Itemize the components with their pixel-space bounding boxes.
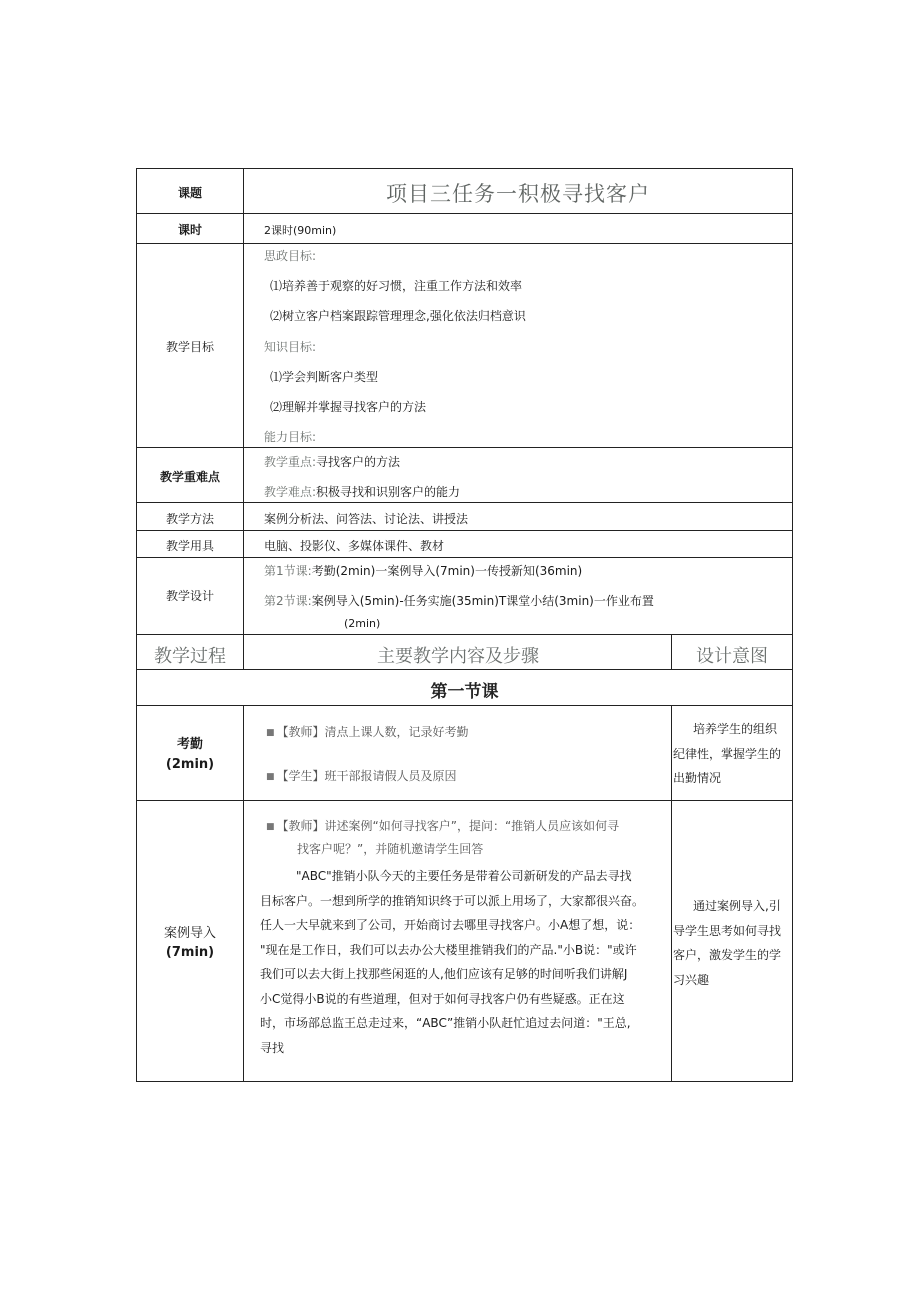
table-border-bottom: [136, 1081, 793, 1082]
hours-label: 课时: [177, 223, 202, 237]
lesson1-value: 考勤(2min)一案例导入(7min)一传授新知(36min): [311, 564, 583, 578]
bullet-square-icon: ■: [266, 772, 275, 782]
tools-value: 电脑、投影仪、多媒体课件、教材: [264, 539, 445, 553]
intent-line: 导学生思考如何寻找: [673, 923, 782, 938]
focus-label: 教学重点:: [264, 455, 317, 469]
row-divider: [136, 669, 793, 670]
attendance-student-step: ■ 【学生】班干部报请假人员及原因: [266, 769, 457, 783]
story-line: 小C觉得小B说的有些道理，但对于如何寻找客户仍有些疑惑。正在这: [260, 991, 625, 1006]
row-divider: [136, 502, 793, 503]
ability-title: 能力目标:: [264, 430, 317, 444]
table-border-top: [136, 168, 793, 169]
row-divider: [136, 447, 793, 448]
lesson2-row: [264, 592, 654, 609]
methods-value: 案例分析法、问答法、讨论法、讲授法: [264, 512, 469, 526]
attendance-label: 考勤: [176, 737, 203, 752]
difficulty-label: 教学难点:: [264, 485, 317, 499]
story-line: 我们可以去大街上找那些闲逛的人,他们应该有足够的时间听我们讲解J: [260, 967, 628, 981]
focus-row: [264, 453, 400, 470]
story-line: 任人一大早就来到了公司，开始商讨去哪里寻找客户。小A想了想，说：: [260, 918, 641, 932]
case-story: [260, 864, 674, 1060]
row-divider: [136, 243, 793, 244]
intent-line: 出勤情况: [673, 771, 722, 785]
intent-line: 习兴趣: [673, 972, 710, 987]
key-points-label: 教学重难点: [159, 470, 220, 484]
ideological-item-1: ⑴培养善于观察的好习惯，注重工作方法和效率: [270, 279, 523, 293]
case-intent: [673, 894, 793, 992]
bullet-square-icon: ■: [266, 822, 275, 832]
story-line: 寻找: [260, 1040, 285, 1055]
case-teacher-step-cont: 找客户呢？”，并随机邀请学生回答: [297, 842, 484, 856]
knowledge-item-1: ⑴学会判断客户类型: [270, 370, 379, 384]
intent-line: 通过案例导入,引: [693, 899, 781, 913]
difficulty-value: 积极寻找和识别客户的能力: [316, 485, 461, 499]
lesson1-row: [264, 562, 582, 579]
intent-line: 培养学生的组织: [693, 722, 778, 736]
ideological-item-2: ⑵树立客户档案跟踪管理理念,强化依法归档意识: [270, 309, 526, 323]
story-line: "现在是工作日，我们可以去办公大楼里推销我们的产品."小B说："或许: [260, 942, 637, 957]
bullet-square-icon: ■: [266, 728, 275, 738]
column-header-intent: 设计意图: [696, 646, 768, 667]
lesson2-continuation: (2min): [344, 617, 381, 630]
row-divider: [136, 213, 793, 214]
knowledge-item-2: ⑵理解并掌握寻找客户的方法: [270, 400, 427, 414]
objectives-label: 教学目标: [165, 340, 214, 354]
lesson2-value: 案例导入(5min)-任务实施(35min)T课堂小结(3min)一作业布置: [311, 594, 654, 608]
intent-line: 纪律性，掌握学生的: [673, 746, 782, 761]
attendance-intent: [673, 717, 793, 791]
page-title: 项目三任务一积极寻找客户: [386, 182, 650, 206]
ideological-title: 思政目标:: [264, 249, 317, 263]
story-line: "ABC"推销小队今天的主要任务是带着公司新研发的产品去寻找: [296, 869, 632, 883]
case-label: 案例导入: [163, 926, 216, 941]
lesson1-label: 第1节课:: [264, 564, 312, 578]
section-title: 第一节课: [430, 682, 499, 702]
knowledge-title: 知识目标:: [264, 340, 317, 354]
topic-label: 课题: [177, 186, 202, 200]
case-duration: (7min): [165, 945, 215, 960]
methods-label: 教学方法: [165, 512, 214, 526]
column-header-process: 教学过程: [154, 646, 226, 667]
row-divider: [136, 800, 793, 801]
intent-line: 客户，激发学生的学: [673, 948, 782, 962]
row-divider: [136, 634, 793, 635]
design-label: 教学设计: [165, 589, 214, 603]
case-teacher-step: ■ 【教师】讲述案例“如何寻找客户”，提问：“推销人员应该如何寻: [266, 819, 620, 833]
tools-label: 教学用具: [165, 539, 214, 553]
story-line: 时，市场部总监王总走过来，“ABC”推销小队赶忙追过去问道："王总,: [260, 1016, 631, 1030]
attendance-duration: (2min): [165, 757, 215, 772]
focus-value: 寻找客户的方法: [316, 455, 401, 469]
row-divider: [136, 557, 793, 558]
row-divider: [136, 705, 793, 706]
hours-value: 2课时(90min): [264, 224, 337, 237]
difficulty-row: [264, 483, 460, 500]
row-divider: [136, 530, 793, 531]
attendance-teacher-step: ■ 【教师】清点上课人数，记录好考勤: [266, 725, 469, 739]
column-header-content: 主要教学内容及步骤: [377, 646, 539, 667]
lesson2-label: 第2节课:: [264, 594, 312, 608]
story-line: 目标客户。一想到所学的推销知识终于可以派上用场了，大家都很兴奋。: [260, 893, 645, 908]
